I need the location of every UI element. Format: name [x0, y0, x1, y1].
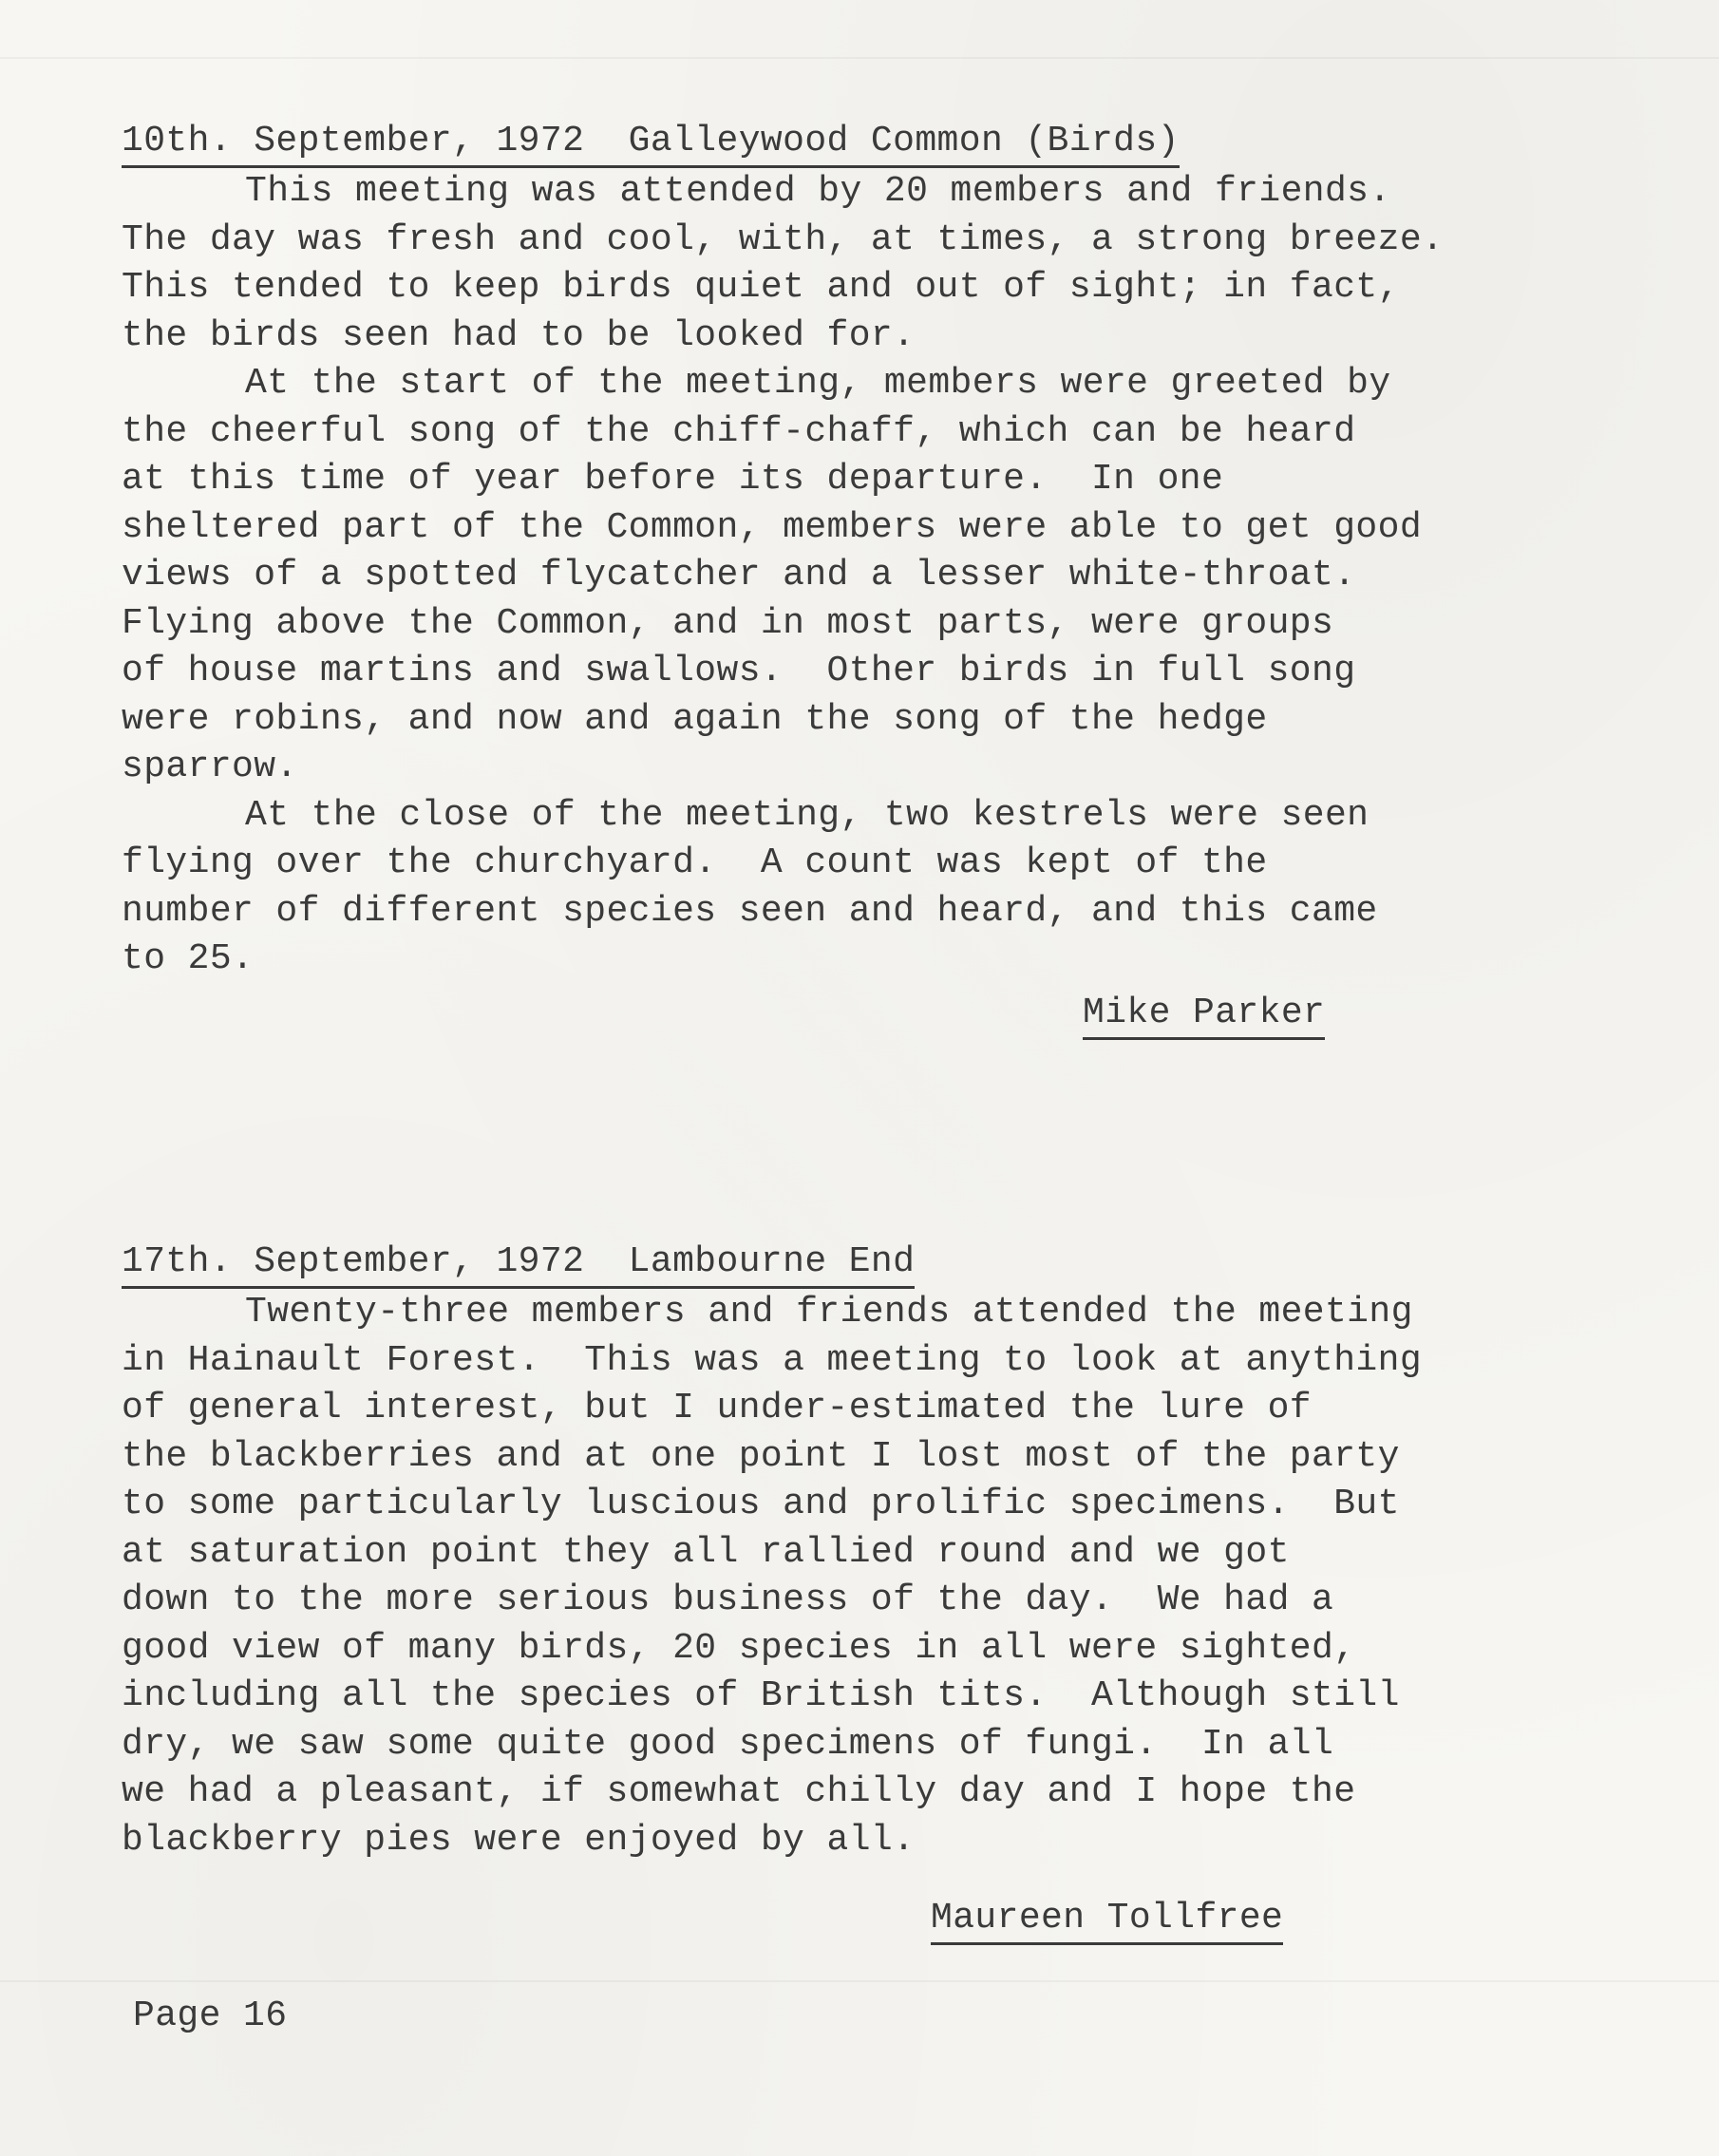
heading-text: 10th. September, 1972 Galleywood Common (Birds): [122, 118, 1180, 168]
paragraph-line: the cheerful song of the chiff-chaff, which can be heard: [122, 410, 1356, 452]
paragraph-line: This tended to keep birds quiet and out of sight; in fact,: [122, 267, 1400, 308]
paragraph-line: down to the more serious business of the day. We had a: [122, 1579, 1334, 1620]
paragraph-line: of house martins and swallows. Other birds in full song: [122, 651, 1356, 691]
paragraph-line: we had a pleasant, if somewhat chilly day and I hope the: [122, 1771, 1356, 1812]
page-number: Page 16: [133, 1995, 288, 2036]
paragraph-line: flying over the churchyard. A count was kept of the: [122, 842, 1268, 883]
show-through-line: [0, 57, 1719, 59]
show-through-line: [0, 1980, 1719, 1982]
heading-text: 17th. September, 1972 Lambourne End: [122, 1239, 915, 1289]
paragraph-line: at saturation point they all rallied round and we got: [122, 1531, 1290, 1573]
signature-block: [931, 1895, 1283, 1945]
paragraph-line: good view of many birds, 20 species in all were sighted,: [122, 1627, 1356, 1669]
paragraph-line: views of a spotted flycatcher and a lesser white-throat.: [122, 555, 1356, 596]
paragraph-line: to 25.: [122, 938, 255, 979]
paragraph-line: This meeting was attended by 20 members and friends.: [245, 171, 1391, 212]
paragraph-line: the birds seen had to be looked for.: [122, 314, 916, 356]
paragraph-line: The day was fresh and cool, with, at times, a strong breeze.: [122, 218, 1445, 260]
report-galleywood: [122, 118, 1641, 984]
paragraph-line: including all the species of British tits. Although still: [122, 1675, 1400, 1716]
paragraph-line: At the start of the meeting, members were greeted by: [245, 363, 1391, 404]
paragraph-line: at this time of year before its departure. In one: [122, 459, 1224, 500]
paragraph-line: number of different species seen and heard, and this came: [122, 890, 1378, 932]
paragraph-line: Flying above the Common, and in most parts, were groups: [122, 602, 1334, 644]
paragraph-line: blackberry pies were enjoyed by all.: [122, 1819, 916, 1861]
paragraph-line: dry, we saw some quite good specimens of fungi. In all: [122, 1723, 1334, 1765]
author-signature: Maureen Tollfree: [931, 1895, 1283, 1945]
paragraph-line: of general interest, but I under-estimated the lure of: [122, 1388, 1312, 1428]
section-heading: [122, 118, 1641, 168]
author-signature: Mike Parker: [1083, 990, 1325, 1040]
paragraph-line: sheltered part of the Common, members were able to get good: [122, 506, 1423, 548]
signature-block: [1083, 990, 1325, 1040]
paragraph-line: in Hainault Forest. This was a meeting to look at anything: [122, 1339, 1423, 1381]
section-heading: [122, 1239, 1641, 1289]
paragraph-line: to some particularly luscious and prolific specimens. But: [122, 1484, 1400, 1524]
paragraph-line: Twenty-three members and friends attended the meeting: [245, 1292, 1413, 1333]
report-lambourne-end: [122, 1239, 1641, 1864]
paragraph-line: the blackberries and at one point I lost most of the party: [122, 1435, 1400, 1477]
paragraph-line: were robins, and now and again the song of the hedge: [122, 698, 1268, 740]
paragraph-line: sparrow.: [122, 747, 298, 787]
paragraph-line: At the close of the meeting, two kestrels were seen: [245, 794, 1370, 836]
